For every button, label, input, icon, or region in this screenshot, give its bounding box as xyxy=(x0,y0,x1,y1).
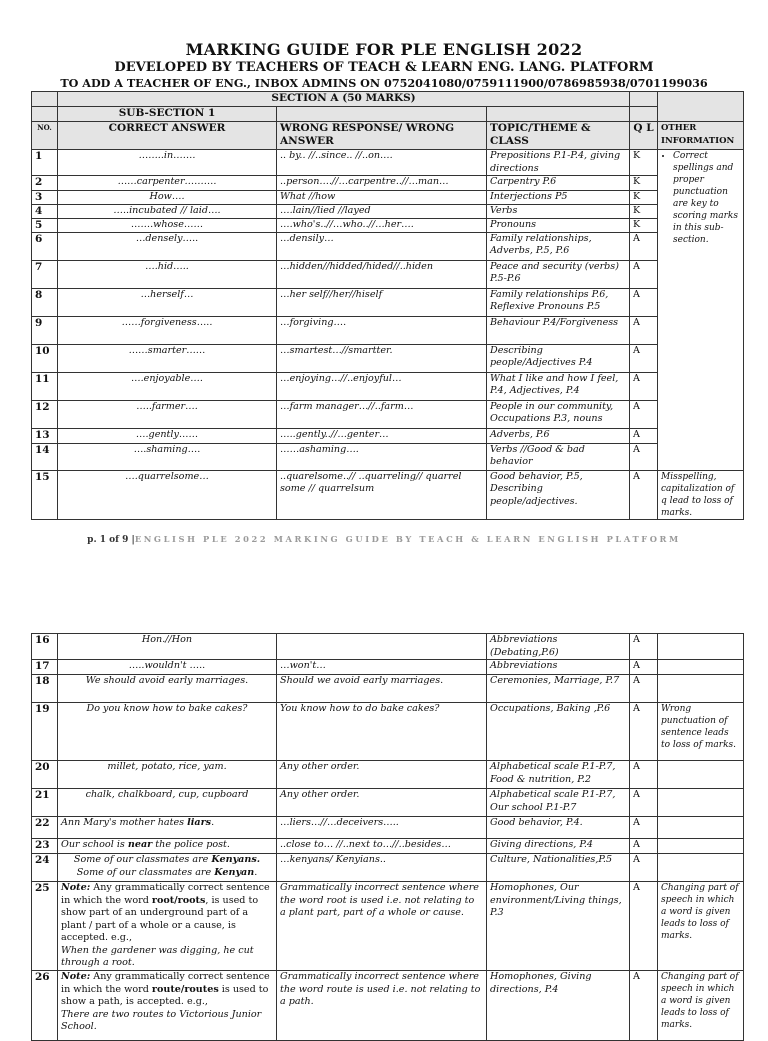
question-level: A xyxy=(630,971,658,1041)
correct-answer xyxy=(58,882,277,971)
correct-answer-text: , is used to show part of an underground part of a plant / part of a whole or a cause, is accepted. e.g., xyxy=(61,894,259,943)
row-number: 23 xyxy=(32,839,58,854)
key-word: near xyxy=(127,839,153,850)
wrong-answer: You know how to do bake cakes? xyxy=(277,703,487,761)
note-label: Note: xyxy=(61,971,91,982)
table-row xyxy=(32,232,744,260)
question-level: A xyxy=(630,443,658,470)
correct-answer xyxy=(58,817,277,839)
wrong-answer: …..gently..//…genter… xyxy=(277,428,487,443)
correct-answer: ……..in……. xyxy=(58,150,277,176)
table-row xyxy=(32,675,744,703)
correct-answer: …densely….. xyxy=(58,232,277,260)
correct-answer: chalk, chalkboard, cup, cupboard xyxy=(58,789,277,817)
key-word: root/roots xyxy=(151,894,206,906)
row-number: 7 xyxy=(32,260,58,288)
table-row xyxy=(32,761,744,789)
row-number: 11 xyxy=(32,372,58,400)
table-row xyxy=(32,817,744,839)
column-header-row xyxy=(32,122,744,150)
example-sentence: When the gardener was digging, he cut through a root. xyxy=(61,944,254,968)
row-number: 5 xyxy=(32,219,58,233)
correct-answer-text: Ann Mary's mother hates xyxy=(61,817,188,828)
topic-class: Behaviour P.4/Forgiveness xyxy=(487,316,630,344)
topic-class: Homophones, Our environment/Living things, P.3 xyxy=(487,882,630,971)
row-number: 25 xyxy=(32,882,58,971)
other-information: Changing part of speech in which a word is given leads to loss of marks. xyxy=(658,882,744,971)
topic-class: People in our community, Occupations P.3, nouns xyxy=(487,400,630,428)
topic-class: What I like and how I feel, P.4, Adjectives, P.4 xyxy=(487,372,630,400)
wrong-answer: Grammatically incorrect sentence where the word root is used i.e. not relating to a plant part, part of a whole or cause. xyxy=(277,882,487,971)
row-number: 14 xyxy=(32,443,58,470)
table-row xyxy=(32,470,744,519)
correct-answer: …..incubated // laid…. xyxy=(58,205,277,219)
correct-answer-text: . xyxy=(211,817,215,828)
other-information xyxy=(658,675,744,703)
row-number: 9 xyxy=(32,316,58,344)
table-row xyxy=(32,882,744,971)
topic-class: Family relationships, Adverbs, P.5, P.6 xyxy=(487,232,630,260)
col-header-ql: Q L xyxy=(630,122,658,150)
document-title: MARKING GUIDE FOR PLE ENGLISH 2022 xyxy=(185,40,583,59)
row-number: 20 xyxy=(32,761,58,789)
other-information xyxy=(658,839,744,854)
col-header-wrong: WRONG RESPONSE/ WRONG ANSWER xyxy=(277,122,487,150)
row-number: 18 xyxy=(32,675,58,703)
question-level: K xyxy=(630,150,658,176)
table-row xyxy=(32,660,744,675)
table-row xyxy=(32,288,744,316)
table-row xyxy=(32,219,744,233)
wrong-answer: …won't… xyxy=(277,660,487,675)
question-level: A xyxy=(630,344,658,372)
question-level: A xyxy=(630,470,658,519)
row-number: 13 xyxy=(32,428,58,443)
topic-class: Carpentry P.6 xyxy=(487,176,630,191)
topic-class: Family relationships P.6, Reflexive Pronouns P.5 xyxy=(487,288,630,316)
question-level: K xyxy=(630,191,658,205)
other-information xyxy=(658,634,744,660)
table-row xyxy=(32,854,744,882)
question-level: K xyxy=(630,205,658,219)
wrong-answer: ….who's..//…who..//…her…. xyxy=(277,219,487,233)
topic-class: Describing people/Adjectives P.4 xyxy=(487,344,630,372)
other-information xyxy=(658,789,744,817)
topic-class: Homophones, Giving directions, P.4 xyxy=(487,971,630,1041)
other-information xyxy=(658,854,744,882)
correct-answer: millet, potato, rice, yam. xyxy=(58,761,277,789)
question-level: K xyxy=(630,176,658,191)
other-information: Misspelling, capitalization of q lead to loss of marks. xyxy=(658,470,744,519)
row-number: 26 xyxy=(32,971,58,1041)
correct-answer: We should avoid early marriages. xyxy=(58,675,277,703)
page-number: p. 1 of 9 | xyxy=(87,535,135,545)
wrong-answer: ……ashaming…. xyxy=(277,443,487,470)
correct-answer: …herself… xyxy=(58,288,277,316)
correct-answer: How…. xyxy=(58,191,277,205)
correct-answer-text: the police post. xyxy=(152,839,230,850)
question-level: A xyxy=(630,660,658,675)
table-row xyxy=(32,703,744,761)
question-level: A xyxy=(630,232,658,260)
wrong-answer: .. by.. //..since.. //..on…. xyxy=(277,150,487,176)
topic-class: Giving directions, P.4 xyxy=(487,839,630,854)
other-information xyxy=(658,660,744,675)
correct-answer xyxy=(58,971,277,1041)
wrong-answer: ..quarelsome..// ..quarreling// quarrel some // quarrelsum xyxy=(277,470,487,519)
marking-table-page-1 xyxy=(31,91,744,520)
table-row xyxy=(32,344,744,372)
question-level: A xyxy=(630,400,658,428)
table-row xyxy=(32,316,744,344)
table-row xyxy=(32,839,744,854)
example-sentence: There are two routes to Victorious Junior School. xyxy=(61,1008,262,1032)
wrong-answer: …liers…//…deceivers….. xyxy=(277,817,487,839)
row-number: 24 xyxy=(32,854,58,882)
question-level: A xyxy=(630,260,658,288)
row-number: 4 xyxy=(32,205,58,219)
wrong-answer: …her self//her//hiself xyxy=(277,288,487,316)
question-level: A xyxy=(630,675,658,703)
correct-answer: ….quarrelsome… xyxy=(58,470,277,519)
table-row xyxy=(32,260,744,288)
question-level: A xyxy=(630,817,658,839)
row-number: 1 xyxy=(32,150,58,176)
topic-class: Abbreviations (Debating,P.6) xyxy=(487,634,630,660)
row-number: 8 xyxy=(32,288,58,316)
wrong-answer xyxy=(277,634,487,660)
note-label: Note: xyxy=(61,882,91,893)
topic-class: Verbs xyxy=(487,205,630,219)
question-level: A xyxy=(630,288,658,316)
wrong-answer: …smartest…//smartter. xyxy=(277,344,487,372)
question-level: A xyxy=(630,316,658,344)
footer-text: ENGLISH PLE 2022 MARKING GUIDE BY TEACH & LEARN ENGLISH PLATFORM xyxy=(134,534,681,544)
topic-class: Abbreviations xyxy=(487,660,630,675)
question-level: A xyxy=(630,372,658,400)
question-level: A xyxy=(630,634,658,660)
wrong-answer: …farm manager…//..farm… xyxy=(277,400,487,428)
table-row xyxy=(32,150,744,176)
other-information xyxy=(658,150,744,471)
question-level: A xyxy=(630,882,658,971)
topic-class: Alphabetical scale P.1-P.7, Food & nutrition, P.2 xyxy=(487,761,630,789)
other-info-list xyxy=(661,150,740,246)
topic-class: Pronouns xyxy=(487,219,630,233)
other-information xyxy=(658,817,744,839)
table-row xyxy=(32,634,744,660)
correct-answer: Hon.//Hon xyxy=(58,634,277,660)
question-level: A xyxy=(630,761,658,789)
wrong-answer: ..person….//…carpentre..//…man… xyxy=(277,176,487,191)
row-number: 21 xyxy=(32,789,58,817)
wrong-answer: …kenyans/ Kenyians.. xyxy=(277,854,487,882)
wrong-answer: Any other order. xyxy=(277,789,487,817)
table-row xyxy=(32,789,744,817)
key-word: route/routes xyxy=(151,983,219,995)
wrong-answer: …enjoying…//..enjoyful… xyxy=(277,372,487,400)
correct-answer: ….hid….. xyxy=(58,260,277,288)
correct-answer: ….enjoyable…. xyxy=(58,372,277,400)
question-level: A xyxy=(630,789,658,817)
table-row xyxy=(32,372,744,400)
topic-class: Occupations, Baking ,P.6 xyxy=(487,703,630,761)
row-number: 22 xyxy=(32,817,58,839)
key-word: Kenyan xyxy=(214,866,255,878)
row-number: 19 xyxy=(32,703,58,761)
other-information: Changing part of speech in which a word is given leads to loss of marks. xyxy=(658,971,744,1041)
correct-answer-text: Our school is xyxy=(61,839,128,850)
wrong-answer: …densily… xyxy=(277,232,487,260)
table-row xyxy=(32,400,744,428)
question-level: A xyxy=(630,703,658,761)
row-number: 17 xyxy=(32,660,58,675)
other-information: Wrong punctuation of sentence leads to loss of marks. xyxy=(658,703,744,761)
topic-class: Culture, Nationalities,P.5 xyxy=(487,854,630,882)
correct-answer-text: Some of our classmates are xyxy=(76,866,215,878)
question-level: A xyxy=(630,428,658,443)
row-number: 15 xyxy=(32,470,58,519)
row-number: 3 xyxy=(32,191,58,205)
key-word: Kenyans. xyxy=(211,854,261,865)
correct-answer-text: . xyxy=(254,866,258,878)
topic-class: Verbs //Good & bad behavior xyxy=(487,443,630,470)
row-number: 16 xyxy=(32,634,58,660)
wrong-answer: ….lain//lied //layed xyxy=(277,205,487,219)
document-subtitle: DEVELOPED BY TEACHERS OF TEACH & LEARN ENG. LANG. PLATFORM xyxy=(114,60,654,75)
correct-answer: ….shaming…. xyxy=(58,443,277,470)
topic-class: Prepositions P.1-P.4, giving directions xyxy=(487,150,630,176)
correct-answer: …..wouldn't ….. xyxy=(58,660,277,675)
table-row xyxy=(32,205,744,219)
correct-answer: Do you know how to bake cakes? xyxy=(58,703,277,761)
question-level: A xyxy=(630,839,658,854)
correct-answer: …..farmer…. xyxy=(58,400,277,428)
marking-table-page-2 xyxy=(31,633,744,1041)
subsection-header: SUB-SECTION 1 xyxy=(58,107,277,122)
question-level: K xyxy=(630,219,658,233)
key-word: liars xyxy=(187,817,212,828)
correct-answer: ……forgiveness….. xyxy=(58,316,277,344)
topic-class: Peace and security (verbs) P.5-P.6 xyxy=(487,260,630,288)
row-number: 10 xyxy=(32,344,58,372)
correct-answer: …….whose…… xyxy=(58,219,277,233)
topic-class: Good behavior, P.4. xyxy=(487,817,630,839)
correct-answer-text: is used to show a path, is accepted. e.g., xyxy=(61,983,269,1007)
page-footer xyxy=(0,534,768,545)
table-row xyxy=(32,176,744,191)
question-level: A xyxy=(630,854,658,882)
wrong-answer: Any other order. xyxy=(277,761,487,789)
correct-answer xyxy=(58,839,277,854)
other-information xyxy=(658,761,744,789)
correct-answer: ……carpenter………. xyxy=(58,176,277,191)
wrong-answer: Should we avoid early marriages. xyxy=(277,675,487,703)
correct-answer: ….gently…… xyxy=(58,428,277,443)
table-row xyxy=(32,191,744,205)
correct-answer-text: Some of our classmates are xyxy=(73,854,212,865)
row-number: 2 xyxy=(32,176,58,191)
wrong-answer: …forgiving…. xyxy=(277,316,487,344)
topic-class: Alphabetical scale P.1-P.7, Our school P.1-P.7 xyxy=(487,789,630,817)
topic-class: Interjections P5 xyxy=(487,191,630,205)
correct-answer xyxy=(58,854,277,882)
table-row xyxy=(32,971,744,1041)
topic-class: Good behavior, P.5, Describing people/adjectives. xyxy=(487,470,630,519)
section-header: SECTION A (50 MARKS) xyxy=(58,92,630,107)
col-header-no: NO. xyxy=(32,122,58,150)
wrong-answer: ..close to… //..next to…//..besides… xyxy=(277,839,487,854)
topic-class: Ceremonies, Marriage, P.7 xyxy=(487,675,630,703)
wrong-answer: Grammatically incorrect sentence where the word route is used i.e. not relating to a path. xyxy=(277,971,487,1041)
wrong-answer: …hidden//hidded/hided//..hiden xyxy=(277,260,487,288)
row-number: 6 xyxy=(32,232,58,260)
wrong-answer: What //how xyxy=(277,191,487,205)
correct-answer-text: Any grammatically correct sentence in which the word xyxy=(61,971,270,995)
col-header-correct: CORRECT ANSWER xyxy=(58,122,277,150)
other-info-note: • Correct spellings and proper punctuation are key to scoring marks in this sub-section. xyxy=(673,150,740,246)
col-header-other: OTHER INFORMATION xyxy=(658,122,744,150)
col-header-topic: TOPIC/THEME & CLASS xyxy=(487,122,630,150)
row-number: 12 xyxy=(32,400,58,428)
topic-class: Adverbs, P.6 xyxy=(487,428,630,443)
table-row xyxy=(32,443,744,470)
correct-answer-text: Any grammatically correct sentence in which the word xyxy=(61,882,270,906)
table-row xyxy=(32,428,744,443)
contact-line: TO ADD A TEACHER OF ENG., INBOX ADMINS ON 0752041080/0759111900/0786985938/0701199036 xyxy=(60,76,708,90)
correct-answer: ……smarter…… xyxy=(58,344,277,372)
